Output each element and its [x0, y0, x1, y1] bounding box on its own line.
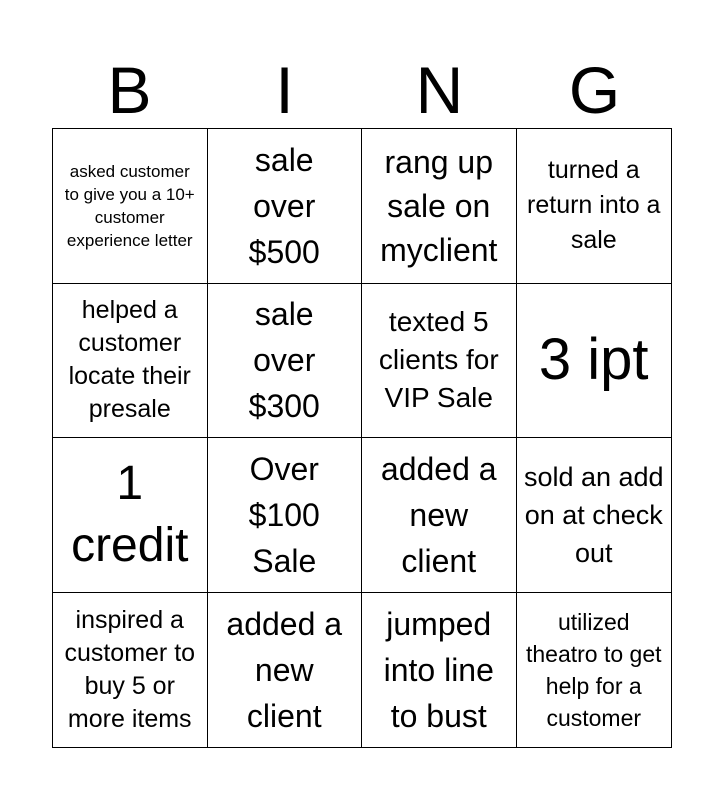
bingo-card [52, 128, 672, 748]
cell-text: utilized theatro to get help for a customer [525, 608, 662, 731]
bingo-cell-r1c4[interactable] [517, 129, 672, 284]
bingo-cell-r4c1[interactable] [53, 593, 208, 748]
bingo-cell-r2c2[interactable] [208, 284, 363, 439]
cell-text: jumped into line to bust [383, 605, 494, 734]
bingo-cell-r4c4[interactable] [517, 593, 672, 748]
cell-text: asked customer to give you a 10+ customer experience letter [64, 161, 195, 250]
header-letter-i: I [275, 53, 294, 127]
bingo-cell-r2c4[interactable] [517, 284, 672, 439]
cell-text: sold an add on at check out [523, 461, 664, 568]
bingo-cell-r1c3[interactable] [362, 129, 517, 284]
bingo-cell-r1c1[interactable] [53, 129, 208, 284]
cell-text: Over $100 Sale [248, 450, 320, 579]
bingo-cell-r4c3[interactable] [362, 593, 517, 748]
cell-text: rang up sale on myclient [380, 143, 498, 268]
bingo-cell-r3c3[interactable] [362, 438, 517, 593]
cell-text: sale over $500 [248, 141, 320, 270]
cell-text: added a new client [226, 605, 343, 734]
bingo-cell-r3c4[interactable] [517, 438, 672, 593]
cell-text: 3 ipt [538, 327, 649, 393]
bingo-cell-r3c1[interactable] [53, 438, 208, 593]
cell-text: texted 5 clients for VIP Sale [378, 306, 499, 414]
cell-text: inspired a customer to buy 5 or more items [64, 605, 196, 733]
bingo-header [52, 52, 672, 128]
bingo-cell-r4c2[interactable] [208, 593, 363, 748]
bingo-cell-r1c2[interactable] [208, 129, 363, 284]
cell-text: helped a customer locate their presale [68, 296, 191, 424]
header-letter-g: G [568, 53, 621, 127]
cell-text: turned a return into a sale [527, 156, 661, 255]
cell-text: 1 credit [71, 456, 189, 572]
cell-text: sale over $300 [248, 296, 320, 425]
bingo-cell-r2c1[interactable] [53, 284, 208, 439]
cell-text: added a new client [380, 450, 497, 579]
bingo-cell-r2c3[interactable] [362, 284, 517, 439]
header-letter-n: N [415, 53, 464, 127]
header-letter-b: B [107, 53, 152, 127]
bingo-cell-r3c2[interactable] [208, 438, 363, 593]
